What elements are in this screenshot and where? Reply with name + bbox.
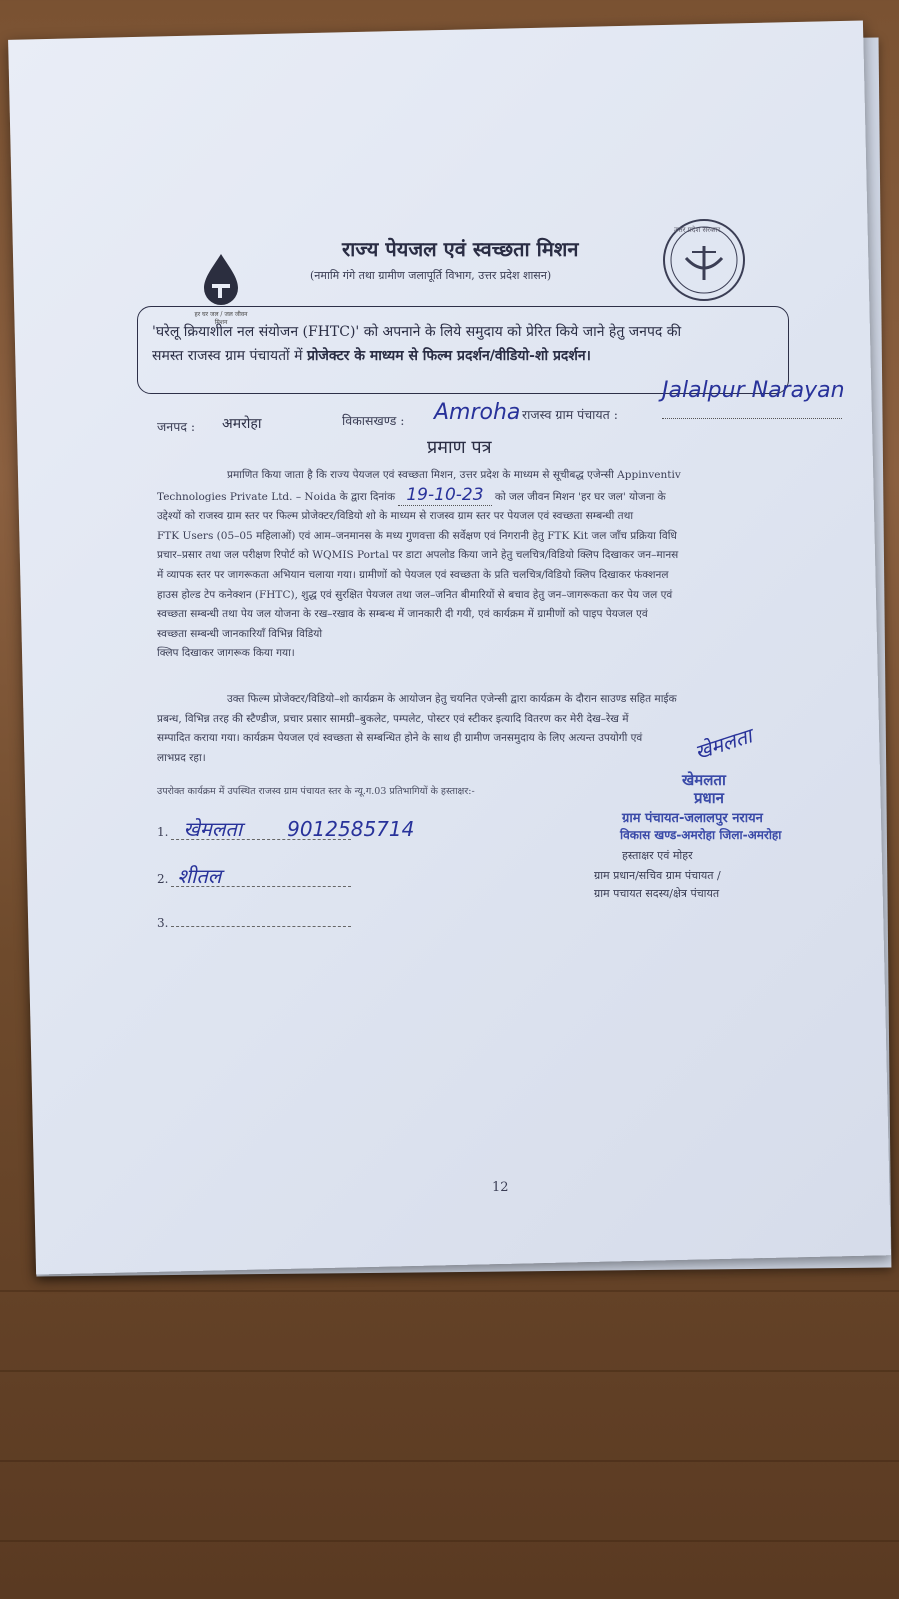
signature-caption-1: हस्ताक्षर एवं मोहर xyxy=(622,849,693,862)
subject-line-2-bold: प्रोजेक्टर के माध्यम से फिल्म प्रदर्शन/वीडियो-शो प्रदर्शन। xyxy=(306,348,591,364)
gram-underline xyxy=(662,418,842,419)
wood-grain xyxy=(0,1290,899,1292)
page-subtitle: (नमामि गंगे तथा ग्रामीण जलापूर्ति विभाग, उत्तर प्रदेश शासन) xyxy=(310,269,552,282)
p1-line: प्रमाणित किया जाता है कि राज्य पेयजल एवं स्वच्छता मिशन, उत्तर प्रदेश के माध्यम से सूचीबद्ध एजेन्सी Appinventiv xyxy=(227,469,681,481)
up-government-emblem xyxy=(662,218,746,302)
stamp-name: खेमलता xyxy=(682,771,726,789)
janpad-value: अमरोहा xyxy=(222,416,262,432)
participant-row-2 xyxy=(157,862,577,889)
page-title: राज्य पेयजल एवं स्वच्छता मिशन xyxy=(342,237,579,261)
page-number: 12 xyxy=(492,1180,509,1195)
participant-no: 2. xyxy=(157,872,169,886)
stamp-panchayat: ग्राम पंचायत-जलालपुर नरायन xyxy=(622,811,763,826)
janpad-label: जनपद : xyxy=(157,419,196,434)
p2-line: लाभप्रद रहा। xyxy=(157,751,206,764)
signature-line xyxy=(171,926,351,927)
subject-line-2-plain: समस्त राजस्व ग्राम पंचायतों में xyxy=(152,348,307,364)
participant-no: 1. xyxy=(157,825,169,839)
pradhan-handwritten-signature: खेमलता xyxy=(691,723,755,765)
p1-line-date-pre: Technologies Private Ltd. – Noida के द्वारा दिनांक xyxy=(157,490,396,503)
signature-caption-2: ग्राम प्रधान/सचिव ग्राम पंचायत / xyxy=(594,869,721,882)
gram-value: Jalalpur Narayan xyxy=(662,378,845,403)
program-date: 19-10-23 xyxy=(398,485,491,506)
emblem-text: उत्तर प्रदेश सरकार xyxy=(674,226,721,234)
wood-grain xyxy=(0,1370,899,1372)
participant-no: 3. xyxy=(157,916,169,930)
p2-line: सम्पादित कराया गया। कार्यक्रम पेयजल एवं स्वच्छता से सम्बन्धित होने के साथ ही ग्रामीण जनसमुदाय के लिए अत्यन्त उपयोगी एवं xyxy=(157,732,643,745)
p2-line: उक्त फिल्म प्रोजेक्टर/विडियो–शो कार्यक्रम के आयोजन हेतु चयनित एजेन्सी द्वारा कार्यक्रम के दौरान साउण्ड सहित माईक xyxy=(227,693,677,705)
vikaskhand-label: विकासखण्ड : xyxy=(342,413,405,428)
participant-name: शीतल xyxy=(177,864,222,888)
stamp-designation: प्रधान xyxy=(694,789,724,807)
p1-line: प्रचार–प्रसार तथा जल परीक्षण रिपोर्ट को WQMIS Portal पर डाटा अपलोड किया जाने हेतु चलचित्र/विडियो क्लिप दिखाकर जन–मानस xyxy=(157,549,679,562)
p2-line: प्रबन्ध, विभिन्न तरह की स्टैण्डीज, प्रचार प्रसार सामग्री–बुकलेट, पम्पलेट, पोस्टर एवं स्टीकर इत्यादि वितरण कर मेरी देख–रेख में xyxy=(157,712,629,725)
participant-row-3 xyxy=(157,912,577,931)
participant-row-1 xyxy=(157,815,577,842)
signature-line xyxy=(171,839,351,840)
wood-grain xyxy=(0,1540,899,1542)
certificate-paragraph-1 xyxy=(157,466,847,664)
p1-line: स्वच्छता सम्बन्धी जानकारियाँ विभिन्न विडियो xyxy=(157,627,323,640)
participants-intro: उपरोक्त कार्यक्रम में उपस्थित राजस्व ग्राम पंचायत स्तर के न्यू.ग.03 प्रतिभागियों के हस्ताक्षर:- xyxy=(157,786,475,797)
p1-line: स्वच्छता सम्बन्धी तथा पेय जल योजना के रख–रखाव के सम्बन्ध में जानकारी दी गयी, एवं कार्यक्रम में ग्रामीणों को पाइप पेयजल एवं xyxy=(157,608,648,621)
p1-line: हाउस होल्ड टेप कनेक्शन (FHTC), शुद्ध एवं सुरक्षित पेयजल तथा जल–जनित बीमारियों से बचाव हेतु जन–जागरूकता कर पेय जल एवं xyxy=(157,588,673,601)
participant-name: खेमलता xyxy=(183,817,243,841)
document-page xyxy=(8,20,891,1274)
p1-line-date-post: को जल जीवन मिशन 'हर घर जल' योजना के xyxy=(494,490,666,503)
p1-line: में व्यापक स्तर पर जागरूकता अभियान चलाया गया। ग्रामीणों को पेयजल एवं स्वच्छता के प्रति चलचित्र/विडियो क्लिप दिखाकर फंक्शनल xyxy=(157,568,669,581)
gram-label: राजस्व ग्राम पंचायत : xyxy=(522,407,618,422)
p1-line: उद्देश्यों को राजस्व ग्राम स्तर पर फिल्म प्रोजेक्टर/विडियो शो के माध्यम से राजस्व ग्राम स्तर पर पेयजल एवं स्वच्छता सम्बन्धी तथा xyxy=(157,510,634,523)
certificate-heading: प्रमाण पत्र xyxy=(427,437,492,458)
subject-line-2 xyxy=(152,344,782,368)
p1-line: क्लिप दिखाकर जागरूक किया गया। xyxy=(157,647,295,660)
p1-line-date xyxy=(157,486,847,508)
subject-line-1: 'घरेलू क्रियाशील नल संयोजन (FHTC)' को अपनाने के लिये समुदाय को प्रेरित किये जाने हेतु जनपद की xyxy=(152,324,682,340)
subject-text xyxy=(152,320,782,368)
p1-line: FTK Users (05–05 महिलाओं) एवं आम–जनमानस के मध्य गुणवत्ता की सर्वेक्षण एवं निगरानी हेतु FTK Kit जल जाँच प्रक्रिया विधि xyxy=(157,529,677,542)
logo-left-text: हर घर जल / जल जीवन मिशन xyxy=(194,311,248,326)
signature-line xyxy=(171,886,351,887)
signature-caption-3: ग्राम पचायत सदस्य/क्षेत्र पंचायत xyxy=(594,887,720,900)
participant-phone: 9012585714 xyxy=(287,817,415,841)
stamp-block: विकास खण्ड-अमरोहा जिला-अमरोहा xyxy=(620,828,782,842)
wood-grain xyxy=(0,1460,899,1462)
vikaskhand-value: Amroha xyxy=(434,400,521,425)
